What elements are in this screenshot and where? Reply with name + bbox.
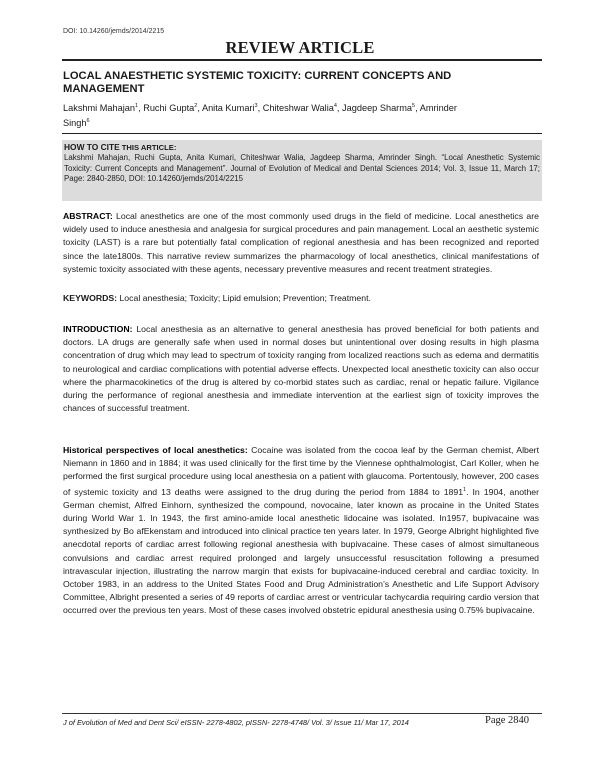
header-divider [62,59,542,61]
article-title: LOCAL ANAESTHETIC SYSTEMIC TOXICITY: CURRENT CONCEPTS AND MANAGEMENT [63,70,452,95]
introduction-text: Local anesthesia as an alternative to general anesthesia has proved beneficial for both patients and doctors. LA drugs are generally safe when used in normal doses but unintentional over dosing results in high plasma concentration of drug which may lead to spectrum of toxicity ranging from localized reactions such as edema and dermatitis to neurological and cardiac complications with potential adverse effects. Unexpected local anesthetic toxicity can also occur where the pharmacokinetics of the drug is altered by co-morbid states such as cardiac, renal or hepatic failure. Vigilance during the performance of regional anesthesia and immediate intervention at the earliest sign of toxicity improves the chances of successful treatment. [63,324,539,414]
citation-text: Lakshmi Mahajan, Ruchi Gupta, Anita Kumari, Chiteshwar Walia, Jagdeep Sharma, Amrinder Singh. “Local Anesthetic Systemic Toxicity: Current Concepts and Management”. Journal of Evolution of Medical and Dental Sciences 2014; Vol. 3, Issue 11, March 17; Page: 2840-2850, DOI: 10.14260/jemds/2014/2215 [64,153,540,184]
abstract-text: Local anesthetics are one of the most commonly used drugs in the field of medicine. Local anesthetics are widely used to induce anesthesia and analgesia for surgical procedures and pain management. Local an aesthetic systemic toxicity (LAST) is a rare but potentially fatal complication of regional anesthesia and has been recognized and reported since the late1800s. This narrative review summarizes the pharmacology of local anesthetics, clinical manifestations of systemic toxicity associated with these agents, necessary preventive measures and recent treatment strategies. [63,211,539,274]
cite-divider [62,133,542,134]
reference-mark: 1 [463,486,467,493]
citation-heading [64,142,176,152]
keywords-label: KEYWORDS: [63,293,118,303]
author-affil: 5 [412,103,416,109]
history-section [63,444,539,618]
introduction-label: INTRODUCTION: [63,324,133,334]
section-header: REVIEW ARTICLE [225,38,375,57]
author: Jagdeep Sharma [342,103,413,114]
abstract [63,210,539,276]
history-text-a: Cocaine was isolated from the cocoa leaf by the German chemist, Albert Niemann in 1860 and in 1884; it was used clinically for the first time by the Viennese ophthalmologist, Carl Koller, when he performed the first surgical procedure using local anesthesia on a patient with glaucoma. Portentously, however, 200 cases of systemic toxicity and 13 deaths were assigned to the drug during the period from 1884 to 1891 [63,445,539,497]
citation-heading-sub: THIS ARTICLE: [119,143,177,152]
author-affil: 2 [194,103,198,109]
page-number: Page 2840 [485,715,530,726]
doi-label: DOI: 10.14260/jemds/2014/2215 [63,28,165,35]
history-text-b: . In 1904, another German chemist, Alfred Einhorn, synthesized the compound, novocaine, later known as procaine in the United States during World War 1. In 1943, the first amino-amide local anesthetic lidocaine was isolated. In1957, bupivacaine was synthesized by Bo afEkenstam and introduced into clinical practice ten years later. In 1979, George Albright highlighted five anecdotal reports of cardiac arrest following regional anesthesia with bupivacaine. These cases of almost simultaneous convulsions and cardiac arrest required prolonged and largely unsuccessful resuscitation following a presumed intravascular injection, illustrating the narrow margin that exists for bupivacaine-induced cerebral and cardiac toxicity. In October 1983, in an address to the United States Food and Drug Administration’s Anesthetic and Life Support Advisory Committee, Albright presented a series of 49 reports of cardiac arrest or ventricular tachycardia requiring cardio version that occurred over the previous ten years. Most of these cases involved obstetric epidural anesthesia using 0.75% bupivacaine. [63,486,539,616]
abstract-label: ABSTRACT: [63,211,113,221]
history-label: Historical perspectives of local anesthetics: [63,445,248,455]
author-affil: 4 [333,103,337,109]
author-list: Lakshmi Mahajan$^1$, Ruchi Gupta$^2$, Anita Kumari$^3$, Chiteshwar Walia$^4$, Jagdeep Sharma$^5$, Amrinder Singh$^6$ [63,103,457,129]
author-affil: 6 [86,118,90,125]
citation-heading-main: HOW TO CITE [64,142,120,152]
introduction [63,323,539,415]
author: Anita Kumari [201,103,255,114]
author: Lakshmi Mahajan [63,103,136,114]
author: Ruchi Gupta [143,103,195,114]
author-affil: 3 [254,103,258,109]
footer-divider [62,713,542,714]
author-affil: 1 [135,103,139,109]
keywords [63,293,539,303]
author: Amrinder Singh [63,103,457,129]
journal-footer: J of Evolution of Med and Dent Sci/ eISSN- 2278-4802, pISSN- 2278-4748/ Vol. 3/ Issue 11/ Mar 17, 2014 [63,718,409,727]
author: Chiteshwar Walia [262,103,334,114]
keywords-text: Local anesthesia; Toxicity; Lipid emulsion; Prevention; Treatment. [117,293,371,303]
